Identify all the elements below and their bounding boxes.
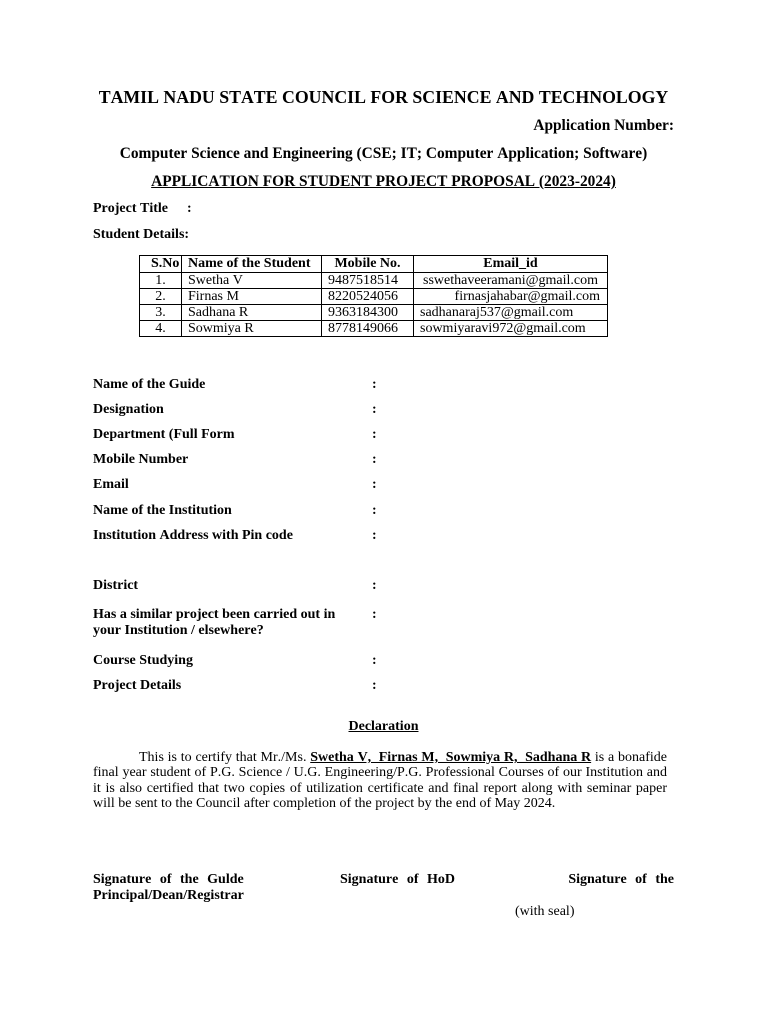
council-title: TAMIL NADU STATE COUNCIL FOR SCIENCE AND TECHNOLOGY <box>98 87 669 107</box>
field-separator: : <box>372 607 377 622</box>
application-number-label: Application Number: <box>533 117 674 134</box>
field-separator: : <box>372 653 377 668</box>
column-header-name: Name of the Student <box>182 256 322 273</box>
cell-sno: 3. <box>140 305 182 321</box>
field-row-institution-address <box>93 528 674 544</box>
cell-email: sswethaveeramani@gmail.com <box>414 273 608 289</box>
declaration-text-after: is a bonafide final year student of P.G. Science / U.G. Engineering/P.G. Professional Courses of our Institution and it is also certified that two copies of utilization certificate and final report along with seminar paper will be sent to the Council after completion of the project by the end of May 2024. <box>93 750 667 812</box>
student-details-table <box>139 255 608 337</box>
cell-sno: 1. <box>140 273 182 289</box>
declaration-student-names: Swetha V, Firnas M, Sowmiya R, Sadhana R <box>310 750 592 765</box>
declaration-text-before: This is to certify that Mr./Ms. <box>139 750 311 765</box>
field-label-email: Email <box>93 477 129 492</box>
table-row <box>140 321 608 337</box>
field-row-institution-name <box>93 503 674 519</box>
column-header-sno-text: S.No <box>151 256 180 271</box>
seal-note: (with seal) <box>515 904 575 919</box>
field-label-designation: Designation <box>93 402 164 417</box>
field-separator: : <box>372 402 377 417</box>
cell-sno: 2. <box>140 289 182 305</box>
field-row-mobile-number <box>93 452 674 468</box>
field-row-guide-name <box>93 377 674 393</box>
field-separator: : <box>372 427 377 442</box>
cell-mobile: 8220524056 <box>322 289 414 305</box>
field-row-district <box>93 578 674 594</box>
field-row-course-studying <box>93 653 674 669</box>
field-row-designation <box>93 402 674 418</box>
table-row <box>140 305 608 321</box>
declaration-paragraph <box>93 750 667 812</box>
cell-name: Sadhana R <box>182 305 322 321</box>
field-separator: : <box>372 678 377 693</box>
cell-sno: 4. <box>140 321 182 337</box>
project-title-label: Project Title <box>93 201 169 216</box>
discipline-line: Computer Science and Engineering (CSE; IT; Computer Application; Software) <box>119 145 648 162</box>
signature-hod: Signature of HoD <box>340 872 455 887</box>
field-label-course-studying: Course Studying <box>93 653 193 668</box>
field-label-department: Department (Full Form <box>93 427 235 442</box>
cell-name: Firnas M <box>182 289 322 305</box>
field-separator: : <box>372 528 377 543</box>
student-details-heading: Student Details: <box>93 227 190 242</box>
table-row <box>140 273 608 289</box>
declaration-heading: Declaration <box>348 719 419 734</box>
table-row <box>140 289 608 305</box>
signature-principal-line1: Signature of the <box>568 872 674 887</box>
project-title-separator: : <box>187 201 192 216</box>
column-header-sno <box>140 256 182 273</box>
field-label-project-details: Project Details <box>93 678 182 693</box>
signature-guide: Signature of the Gulde <box>93 872 244 887</box>
cell-mobile: 8778149066 <box>322 321 414 337</box>
field-label-institution-address: Institution Address with Pin code <box>93 528 293 543</box>
field-label-mobile-number: Mobile Number <box>93 452 189 467</box>
field-row-department <box>93 427 674 443</box>
field-label-similar-project: Has a similar project been carried out in your Institution / elsewhere? <box>93 607 336 638</box>
field-separator: : <box>372 477 377 492</box>
field-separator: : <box>372 578 377 593</box>
field-label-district: District <box>93 578 139 593</box>
field-separator: : <box>372 377 377 392</box>
field-row-similar-project <box>93 607 674 639</box>
field-separator: : <box>372 503 377 518</box>
cell-mobile: 9363184300 <box>322 305 414 321</box>
field-row-project-details <box>93 678 674 694</box>
form-title: APPLICATION FOR STUDENT PROJECT PROPOSAL (2023-2024) <box>151 173 616 190</box>
project-title-row <box>93 201 192 217</box>
field-label-institution-name: Name of the Institution <box>93 503 232 518</box>
cell-email: sowmiyaravi972@gmail.com <box>414 321 608 337</box>
cell-name: Sowmiya R <box>182 321 322 337</box>
cell-mobile: 9487518514 <box>322 273 414 289</box>
signature-principal-line2: Principal/Dean/Registrar <box>93 888 244 903</box>
field-row-email <box>93 477 674 493</box>
cell-email: firnasjahabar@gmail.com <box>414 289 608 305</box>
column-header-mobile: Mobile No. <box>322 256 414 273</box>
field-separator: : <box>372 452 377 467</box>
column-header-email: Email_id <box>414 256 608 273</box>
cell-email: sadhanaraj537@gmail.com <box>414 305 608 321</box>
field-label-guide-name: Name of the Guide <box>93 377 206 392</box>
cell-name: Swetha V <box>182 273 322 289</box>
table-header-row <box>140 256 608 273</box>
